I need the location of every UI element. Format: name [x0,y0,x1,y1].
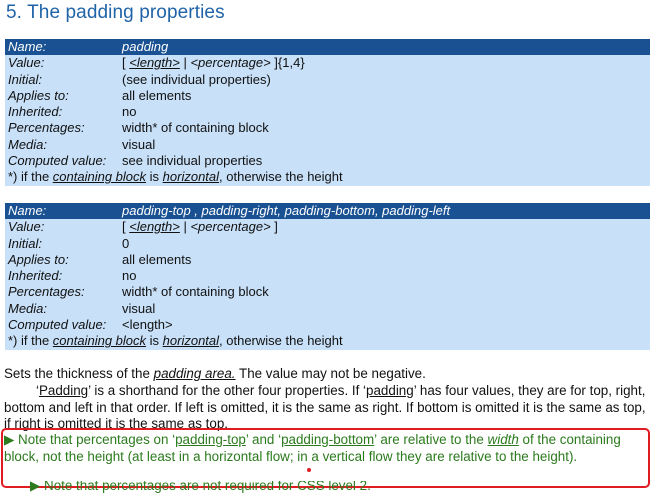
row-label: Inherited: [8,268,63,284]
row-label: Applies to: [8,87,69,103]
row-value: see individual properties [122,153,263,169]
footnote-text: *) if the containing block is horizontal, otherwise the height [8,333,343,349]
table-row-inherited [5,268,650,284]
horizontal-link[interactable]: horizontal [162,169,220,185]
row-value: no [122,268,137,284]
padding-sides-property-table [5,203,650,350]
row-label: Initial: [8,235,42,251]
padding-top-link[interactable]: padding-top [175,432,246,447]
shorthand-paragraph: ‘Padding’ is a shorthand for the other four properties. If ‘padding’ has four values, they are for top, right, bottom and left in that order. If left is omitted, it is the same as right. If bottom is omitted it is the same as top, if right is omitted it is the same as top. [4,383,646,432]
description-paragraph: Sets the thickness of the padding area. The value may not be negative. [4,366,426,381]
percentage-note: ▶ Note that percentages on ‘padding-top’ and ‘padding-bottom’ are relative to the width of the containing block, not the height (at least in a horizontal flow; in a vertical flow they are relative to the height). [4,432,621,464]
width-link[interactable]: width [487,432,519,447]
name-label: Name: [8,39,47,54]
table-footnote [5,169,650,185]
row-value: <length> [122,317,173,333]
highlight-annotation-box [1,428,650,488]
table-row-applies-to [5,88,650,104]
horizontal-link[interactable]: horizontal [162,333,220,349]
padding-bottom-link[interactable]: padding-bottom [281,432,375,447]
row-value: all elements [122,87,192,103]
row-value: visual [122,300,156,316]
containing-block-link[interactable]: containing block [52,169,147,185]
css2-note-partial: ▶ Note that percentages are not required for CSS level 2. [30,481,371,493]
table-row-media [5,137,650,153]
cursor-dot [307,468,311,472]
row-value: visual [122,136,156,152]
table-row-applies-to [5,252,650,268]
table-name-row [5,203,650,219]
row-label: Initial: [8,71,42,87]
row-value: [ <length> | <percentage> ] [122,219,278,235]
name-value: padding-top , padding-right, padding-bottom, padding-left [122,203,451,218]
table-row-computed-value [5,317,650,333]
table-row-value [5,219,650,235]
row-value: no [122,104,137,120]
row-label: Computed value: [8,317,107,333]
table-row-initial [5,72,650,88]
row-label: Percentages: [8,284,85,300]
table-row-media [5,301,650,317]
table-row-percentages [5,284,650,300]
row-label: Media: [8,300,48,316]
length-link[interactable]: <length> [129,219,180,235]
table-row-inherited [5,104,650,120]
row-label: Media: [8,136,48,152]
table-row-value [5,55,650,71]
row-value: width* of containing block [122,120,269,136]
row-label: Percentages: [8,120,85,136]
play-triangle-icon: ▶ [4,432,15,447]
row-label: Value: [8,219,45,235]
padding-link[interactable]: padding [366,383,414,398]
footnote-text: *) if the containing block is horizontal, otherwise the height [8,169,343,185]
row-label: Applies to: [8,251,69,267]
table-row-computed-value [5,153,650,169]
section-heading: 5. The padding properties [6,2,225,23]
table-name-row [5,39,650,55]
length-link[interactable]: <length> [129,55,180,71]
table-footnote [5,333,650,349]
row-label: Computed value: [8,153,107,169]
row-label: Inherited: [8,104,63,120]
padding-area-link[interactable]: padding area. [153,366,236,381]
table-row-initial [5,236,650,252]
padding-link[interactable]: Padding [38,383,89,398]
containing-block-link[interactable]: containing block [52,333,147,349]
name-value: padding [122,39,169,54]
row-value: 0 [122,235,130,251]
name-label: Name: [8,203,47,218]
row-label: Value: [8,55,45,71]
padding-property-table [5,39,650,186]
row-value: [ <length> | <percentage> ]{1,4} [122,55,305,71]
row-value: (see individual properties) [122,71,271,87]
table-row-percentages [5,120,650,136]
row-value: width* of containing block [122,284,269,300]
row-value: all elements [122,251,192,267]
